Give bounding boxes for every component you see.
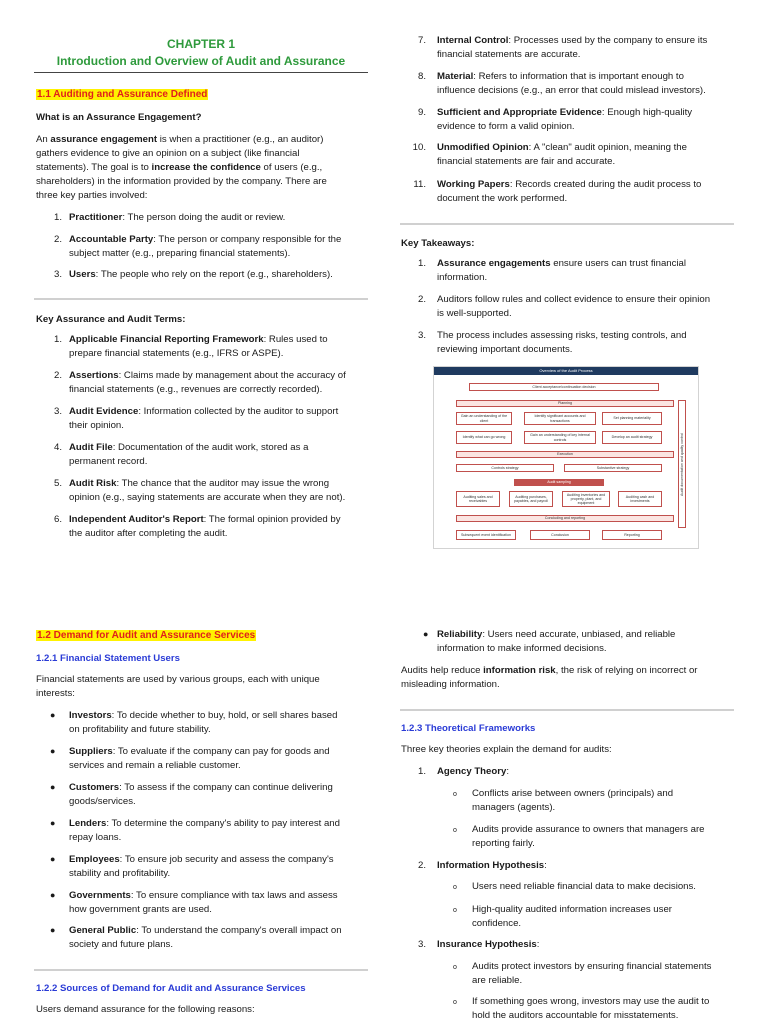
chapter-title: Introduction and Overview of Audit and Assurance: [56, 54, 346, 68]
divider: [400, 223, 734, 225]
users-intro: Financial statements are used by various groups, each with unique interests:: [36, 674, 320, 699]
information-risk-paragraph: Audits help reduce information risk, the risk of relying on incorrect or misleading information.: [401, 665, 698, 690]
diagram-set-materiality: Set planning materiality: [602, 412, 662, 425]
diagram-purchases: Auditing purchases, payables, and payroll: [509, 491, 553, 507]
what-is-heading: What is an Assurance Engagement?: [36, 112, 202, 123]
section-1-2-heading: 1.2 Demand for Audit and Assurance Services: [37, 630, 256, 641]
diagram-understand-client: Gain an understanding of the client: [456, 412, 512, 425]
diagram-controls-strategy: Controls strategy: [456, 464, 554, 472]
diagram-title: Overview of the Audit Process: [434, 367, 698, 375]
diagram-identify-accounts: Identify significant accounts and transactions: [524, 412, 596, 425]
diagram-develop-strategy: Develop an audit strategy: [602, 431, 662, 444]
theories-intro: Three key theories explain the demand for audits:: [401, 744, 612, 755]
takeaways-heading: Key Takeaways:: [401, 238, 475, 249]
section-1-1-heading: 1.1 Auditing and Assurance Defined: [37, 89, 208, 100]
divider: [400, 709, 734, 711]
diagram-reporting: Reporting: [602, 530, 662, 540]
diagram-subsequent: Subsequent event identification: [456, 530, 516, 540]
sources-intro: Users demand assurance for the following reasons:: [36, 1004, 255, 1015]
diagram-conclusion: Conclusion: [530, 530, 590, 540]
diagram-identify-risks: Identify what can go wrong: [456, 431, 512, 444]
audit-process-diagram: [433, 366, 699, 549]
diagram-concluding: Concluding and reporting: [456, 515, 674, 522]
subsection-1-2-2: 1.2.2 Sources of Demand for Audit and Assurance Services: [36, 983, 306, 994]
divider: [34, 969, 368, 971]
diagram-planning: Planning: [456, 400, 674, 407]
subsection-1-2-1: 1.2.1 Financial Statement Users: [36, 653, 180, 664]
intro-paragraph: An assurance engagement is when a practitioner (e.g., an auditor) gathers evidence to give an opinion on a subject (like financial statements). The goal is to increase the confidence of users (e.g., shareholders) in the information provided by the company. There are three key parties involved:: [36, 134, 327, 201]
diagram-inventories: Auditing inventories and property, plant, and equipment: [562, 491, 610, 507]
terms-heading: Key Assurance and Audit Terms:: [36, 314, 186, 325]
diagram-sales: Auditing sales and receivables: [456, 491, 500, 507]
diagram-side-bar: Audit documentation and quality control: [678, 400, 686, 528]
diagram-execution: Execution: [456, 451, 674, 458]
subsection-1-2-3: 1.2.3 Theoretical Frameworks: [401, 723, 536, 734]
title-rule: [34, 72, 368, 73]
diagram-acceptance: Client acceptance/continuation decision: [469, 383, 659, 391]
diagram-cash: Auditing cash and investments: [618, 491, 662, 507]
divider: [34, 298, 368, 300]
diagram-audit-sampling: Audit sampling: [514, 479, 604, 486]
diagram-substantive-strategy: Substantive strategy: [564, 464, 662, 472]
chapter-number: CHAPTER 1: [166, 37, 235, 51]
diagram-understand-controls: Gain an understanding of key internal controls: [524, 431, 596, 444]
